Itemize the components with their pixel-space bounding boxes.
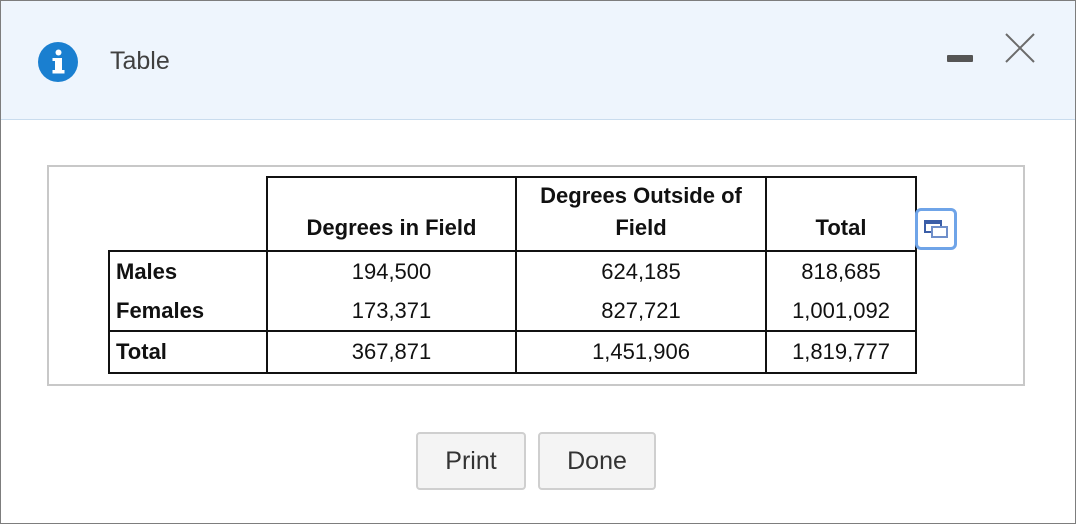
close-icon[interactable] (1004, 32, 1036, 64)
row-label: Females (109, 291, 267, 331)
table-cell: 1,819,777 (766, 331, 916, 373)
minimize-button[interactable] (945, 43, 975, 69)
column-header: Degrees in Field (267, 177, 516, 251)
table-header-row (109, 177, 916, 251)
table-row (109, 291, 916, 331)
column-header: Total (766, 177, 916, 251)
table-row (109, 251, 916, 291)
minimize-icon (947, 55, 973, 62)
table-cell: 818,685 (766, 251, 916, 291)
row-label: Males (109, 251, 267, 291)
table-corner-cell (109, 177, 267, 251)
dialog-title: Table (110, 47, 170, 75)
column-header: Degrees Outside of Field (516, 177, 766, 251)
print-button[interactable]: Print (416, 432, 526, 490)
table-cell: 194,500 (267, 251, 516, 291)
dialog-header (1, 1, 1075, 120)
expand-table-icon (918, 211, 954, 247)
table-row (109, 331, 916, 373)
data-table (108, 176, 917, 374)
info-icon (38, 42, 78, 82)
table-cell: 173,371 (267, 291, 516, 331)
expand-table-button[interactable] (915, 208, 957, 250)
done-button[interactable]: Done (538, 432, 656, 490)
table-cell: 624,185 (516, 251, 766, 291)
row-label: Total (109, 331, 267, 373)
table-cell: 1,001,092 (766, 291, 916, 331)
table-cell: 1,451,906 (516, 331, 766, 373)
table-cell: 827,721 (516, 291, 766, 331)
table-cell: 367,871 (267, 331, 516, 373)
